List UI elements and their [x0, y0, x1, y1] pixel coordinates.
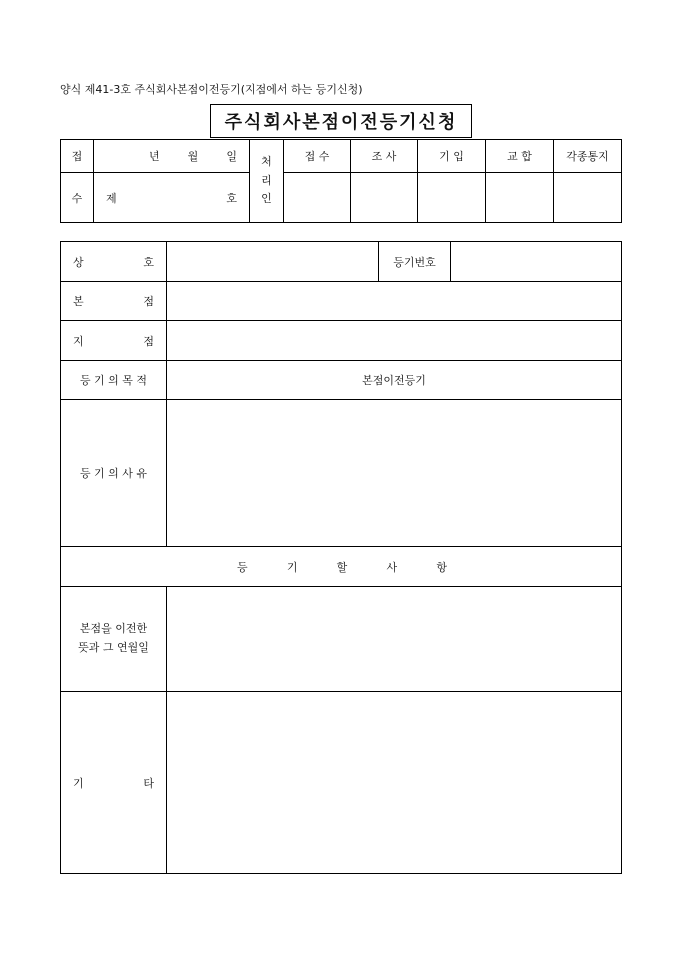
receipt-label-bottom: 수 [61, 173, 94, 223]
branch-field[interactable] [167, 321, 622, 361]
other-field[interactable] [167, 692, 622, 874]
receipt-date[interactable] [94, 140, 250, 173]
month-label: 월 [187, 150, 199, 163]
other-label: 기 타 [61, 692, 167, 874]
no-suffix: 호 [226, 191, 237, 205]
col-review: 조 사 [351, 140, 418, 173]
col-notices: 각종통지 [554, 140, 622, 173]
process-label: 처 리 인 [250, 140, 284, 223]
purpose-label: 등 기 의 목 적 [61, 361, 167, 400]
form-number: 양식 제41-3호 주식회사본점이전등기(지점에서 하는 등기신청) [60, 83, 363, 96]
purpose-value: 본점이전등기 [167, 361, 622, 400]
reg-number-label: 등기번호 [379, 242, 451, 282]
year-label: 년 [149, 150, 160, 163]
col-entry: 기 입 [418, 140, 486, 173]
cell-review[interactable] [351, 173, 418, 223]
trade-name-field[interactable] [167, 242, 379, 282]
receipt-number[interactable] [94, 173, 250, 223]
cell-receipt[interactable] [284, 173, 351, 223]
col-check: 교 합 [486, 140, 554, 173]
head-office-field[interactable] [167, 282, 622, 321]
cell-notices[interactable] [554, 173, 622, 223]
application-table [60, 241, 622, 874]
cell-entry[interactable] [418, 173, 486, 223]
cause-field[interactable] [167, 400, 622, 547]
no-prefix: 제 [106, 191, 117, 205]
trade-name-label: 상 호 [61, 242, 167, 282]
head-office-label: 본 점 [61, 282, 167, 321]
col-receipt: 접 수 [284, 140, 351, 173]
reg-number-field[interactable] [451, 242, 622, 282]
cell-check[interactable] [486, 173, 554, 223]
branch-label: 지 점 [61, 321, 167, 361]
day-label: 일 [226, 150, 237, 163]
receipt-label-top: 접 [61, 140, 94, 173]
cause-label: 등 기 의 사 유 [61, 400, 167, 547]
section-title: 등 기 할 사 항 [61, 547, 622, 587]
relocation-label: 본점을 이전한 뜻과 그 연월일 [61, 587, 167, 692]
receipt-table [60, 139, 622, 223]
document-title: 주식회사본점이전등기신청 [210, 104, 472, 138]
relocation-field[interactable] [167, 587, 622, 692]
